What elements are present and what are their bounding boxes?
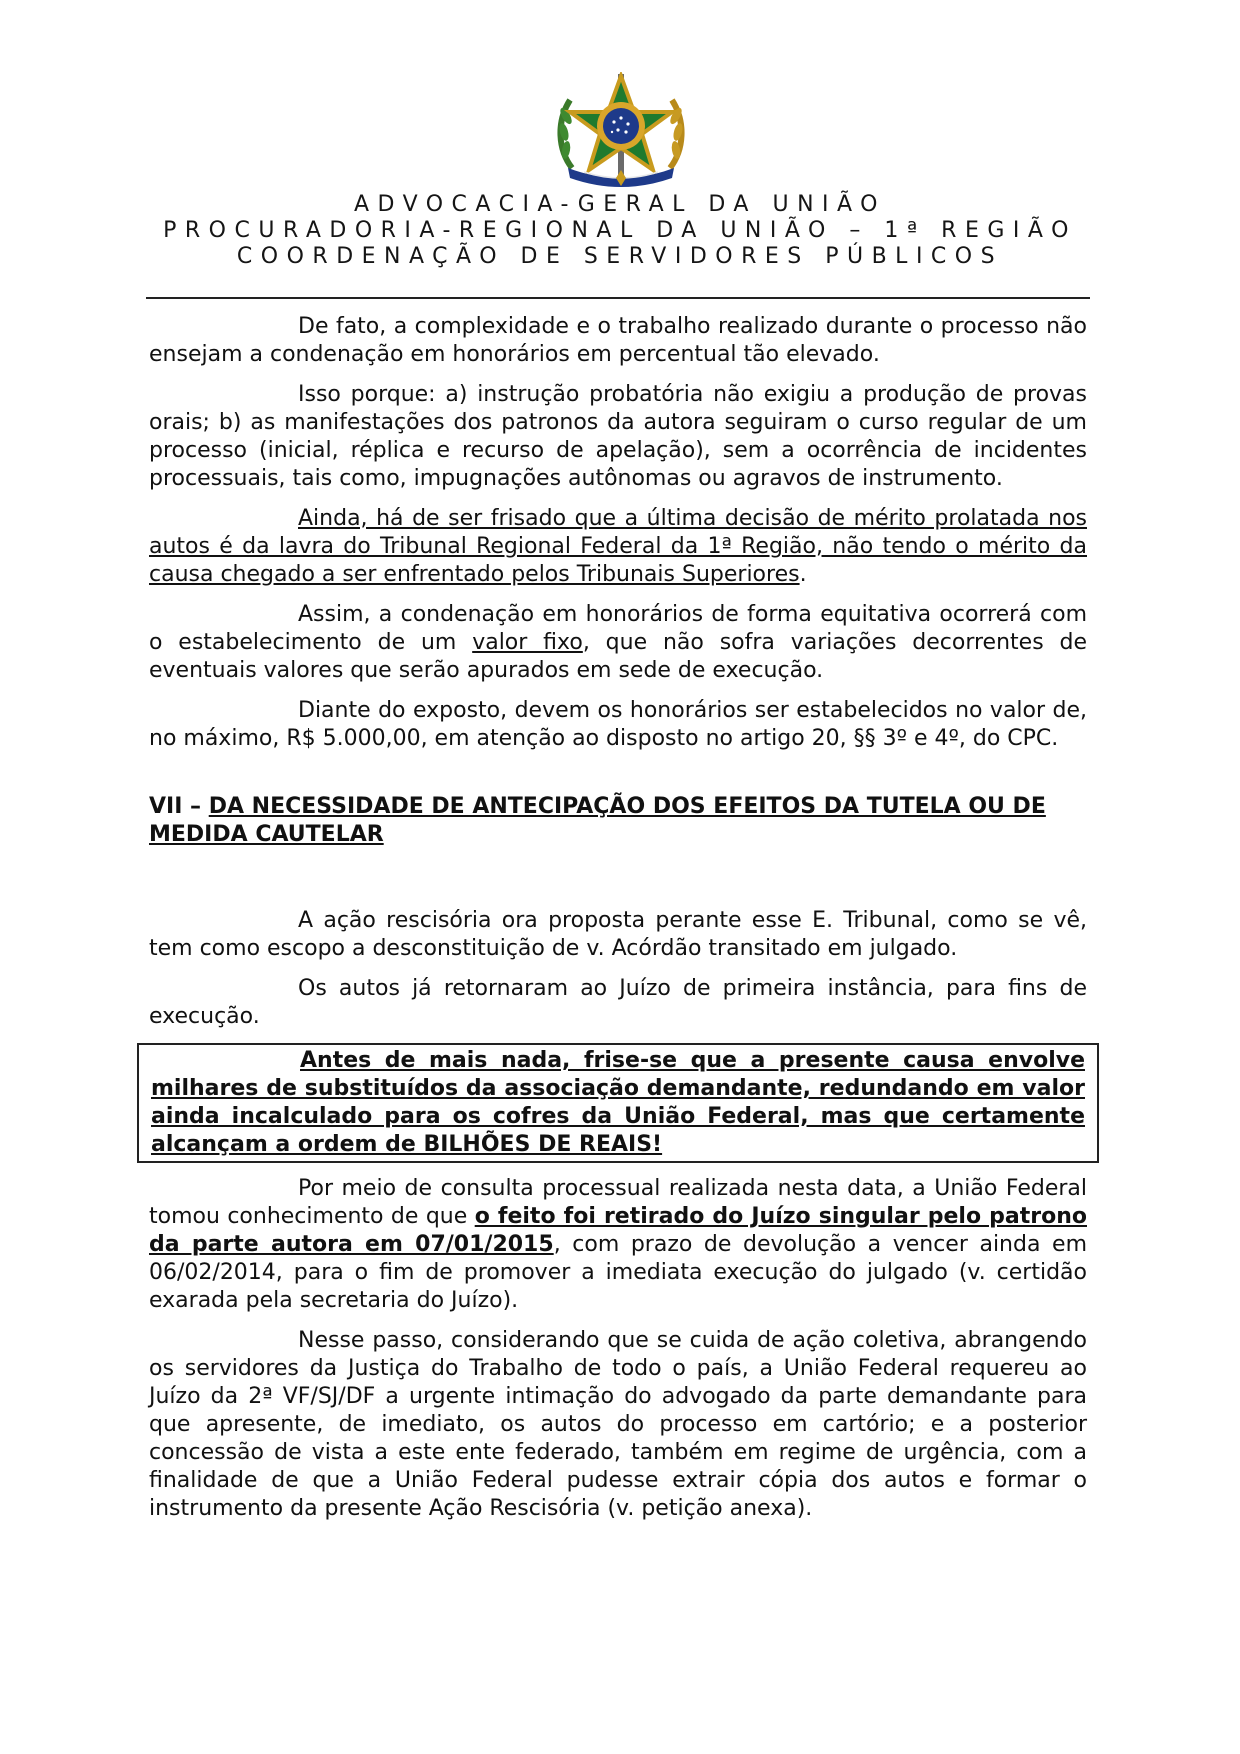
paragraph-7: Os autos já retornaram ao Juízo de primeira instância, para fins de execução. bbox=[149, 976, 1087, 1029]
brazil-coat-of-arms-icon bbox=[554, 72, 688, 188]
paragraph-9 bbox=[149, 1175, 1087, 1315]
paragraph-4 bbox=[149, 601, 1087, 685]
document-body bbox=[149, 313, 1087, 1535]
paragraph-8-boxed: Antes de mais nada, frise-se que a presente causa envolve milhares de substituídos da associação demandante, redundando em valor ainda incalculado para os cofres da União Federal, mas que certamente alcançam a ordem de BILHÕES DE REAIS! bbox=[151, 1048, 1085, 1157]
section-number: VII – bbox=[149, 794, 209, 819]
paragraph-9-emphasis: o feito foi retirado do Juízo singular pelo patrono da parte autora em 07/01/2015 bbox=[149, 1204, 1087, 1257]
paragraph-9-start: Por meio de consulta processual realizada nesta data, a União Federal tomou conhecimento de que bbox=[149, 1176, 1087, 1229]
header-line-2: PROCURADORIA-REGIONAL DA UNIÃO – 1ª REGIÃO bbox=[163, 218, 1077, 243]
paragraph-2: Isso porque: a) instrução probatória não exigiu a produção de provas orais; b) as manifestações dos patronos da autora seguiram o curso regular de um processo (inicial, réplica e recurso de apelação), sem a ocorrência de incidentes processuais, tais como, impugnações autônomas ou agravos de instrumento. bbox=[149, 382, 1087, 491]
header-line-1: ADVOCACIA-GERAL DA UNIÃO bbox=[353, 192, 887, 217]
paragraph-9-end: , com prazo de devolução a vencer ainda em 06/02/2014, para o fim de promover a imediata execução do julgado (v. certidão exarada pela secretaria do Juízo). bbox=[149, 1232, 1087, 1313]
header-line-3: COORDENAÇÃO DE SERVIDORES PÚBLICOS bbox=[236, 244, 1004, 269]
paragraph-4-end: , que não sofra variações decorrentes de eventuais valores que serão apurados em sede de execução. bbox=[149, 630, 1088, 683]
highlighted-box bbox=[137, 1043, 1099, 1163]
paragraph-4-underlined: valor fixo bbox=[472, 630, 583, 655]
section-heading-vii bbox=[149, 793, 1087, 849]
paragraph-3-end: . bbox=[799, 562, 807, 587]
paragraph-10: Nesse passo, considerando que se cuida de ação coletiva, abrangendo os servidores da Justiça do Trabalho de todo o país, a União Federal requereu ao Juízo da 2ª VF/SJ/DF a urgente intimação do advogado da parte demandante para que apresente, de imediato, os autos do processo em cartório; e a posterior concessão de vista a este ente federado, também em regime de urgência, com a finalidade de que a União Federal pudesse extrair cópia dos autos e formar o instrumento da presente Ação Rescisória (v. petição anexa). bbox=[149, 1328, 1087, 1521]
paragraph-3-underlined: Ainda, há de ser frisado que a última decisão de mérito prolatada nos autos é da lavra do Tribunal Regional Federal da 1ª Região, não tendo o mérito da causa chegado a ser enfrentado pelos Tribunais Superiores bbox=[149, 506, 1087, 587]
paragraph-5: Diante do exposto, devem os honorários ser estabelecidos no valor de, no máximo, R$ 5.000,00, em atenção ao disposto no artigo 20, §§ 3º e 4º, do CPC. bbox=[149, 698, 1087, 751]
paragraph-3 bbox=[149, 505, 1087, 589]
section-title: DA NECESSIDADE DE ANTECIPAÇÃO DOS EFEITOS DA TUTELA OU DE MEDIDA CAUTELAR bbox=[149, 794, 1046, 847]
paragraph-6: A ação rescisória ora proposta perante esse E. Tribunal, como se vê, tem como escopo a desconstituição de v. Acórdão transitado em julgado. bbox=[149, 908, 1087, 961]
paragraph-4-start: Assim, a condenação em honorários de forma equitativa ocorrerá com o estabelecimento de um bbox=[149, 602, 1087, 655]
paragraph-1: De fato, a complexidade e o trabalho realizado durante o processo não ensejam a condenação em honorários em percentual tão elevado. bbox=[149, 314, 1087, 367]
header-divider bbox=[146, 297, 1090, 299]
section-spacer bbox=[149, 849, 1087, 907]
